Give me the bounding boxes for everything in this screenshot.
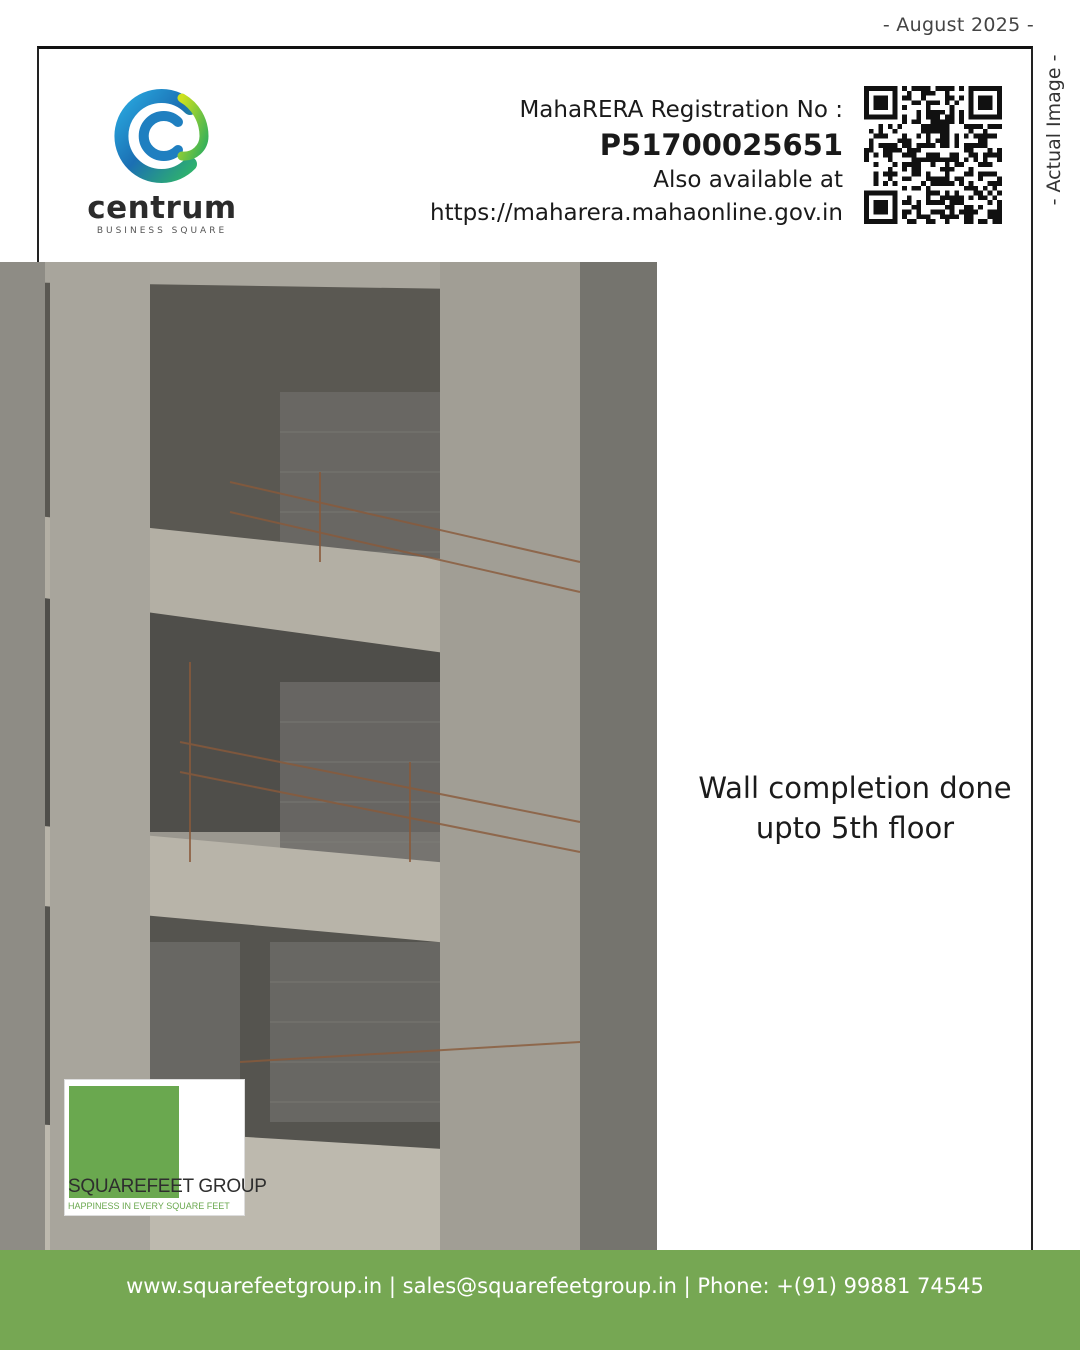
rera-url: https://maharera.mahaonline.gov.in <box>430 200 843 226</box>
brand-subtitle: BUSINESS SQUARE <box>96 226 228 236</box>
actual-image-label: - Actual Image - <box>1043 54 1065 206</box>
rera-info <box>430 94 843 230</box>
footer-contact: www.squarefeetgroup.in | sales@squarefeetgroup.in | Phone: +(91) 99881 74545 <box>126 1274 984 1298</box>
caption <box>660 768 1050 848</box>
brand-name: centrum <box>87 190 237 226</box>
rera-also: Also available at <box>653 167 843 193</box>
rera-label: MahaRERA Registration No : <box>519 97 843 123</box>
side-label <box>1042 40 1066 220</box>
qr-code-icon <box>864 86 1002 224</box>
rera-number: P51700025651 <box>599 128 843 162</box>
date-label: - August 2025 - <box>882 14 1034 36</box>
caption-line-1: Wall completion done <box>698 771 1012 805</box>
developer-tagline: HAPPINESS IN EVERY SQUARE FEET <box>68 1201 230 1211</box>
caption-line-2: upto 5th floor <box>755 811 955 845</box>
centrum-logo-icon <box>112 86 212 186</box>
squarefeet-logo <box>64 1079 267 1216</box>
developer-name: SQUAREFEET GROUP <box>68 1176 267 1197</box>
centrum-logo <box>84 86 240 242</box>
footer-bar <box>0 1250 1080 1350</box>
